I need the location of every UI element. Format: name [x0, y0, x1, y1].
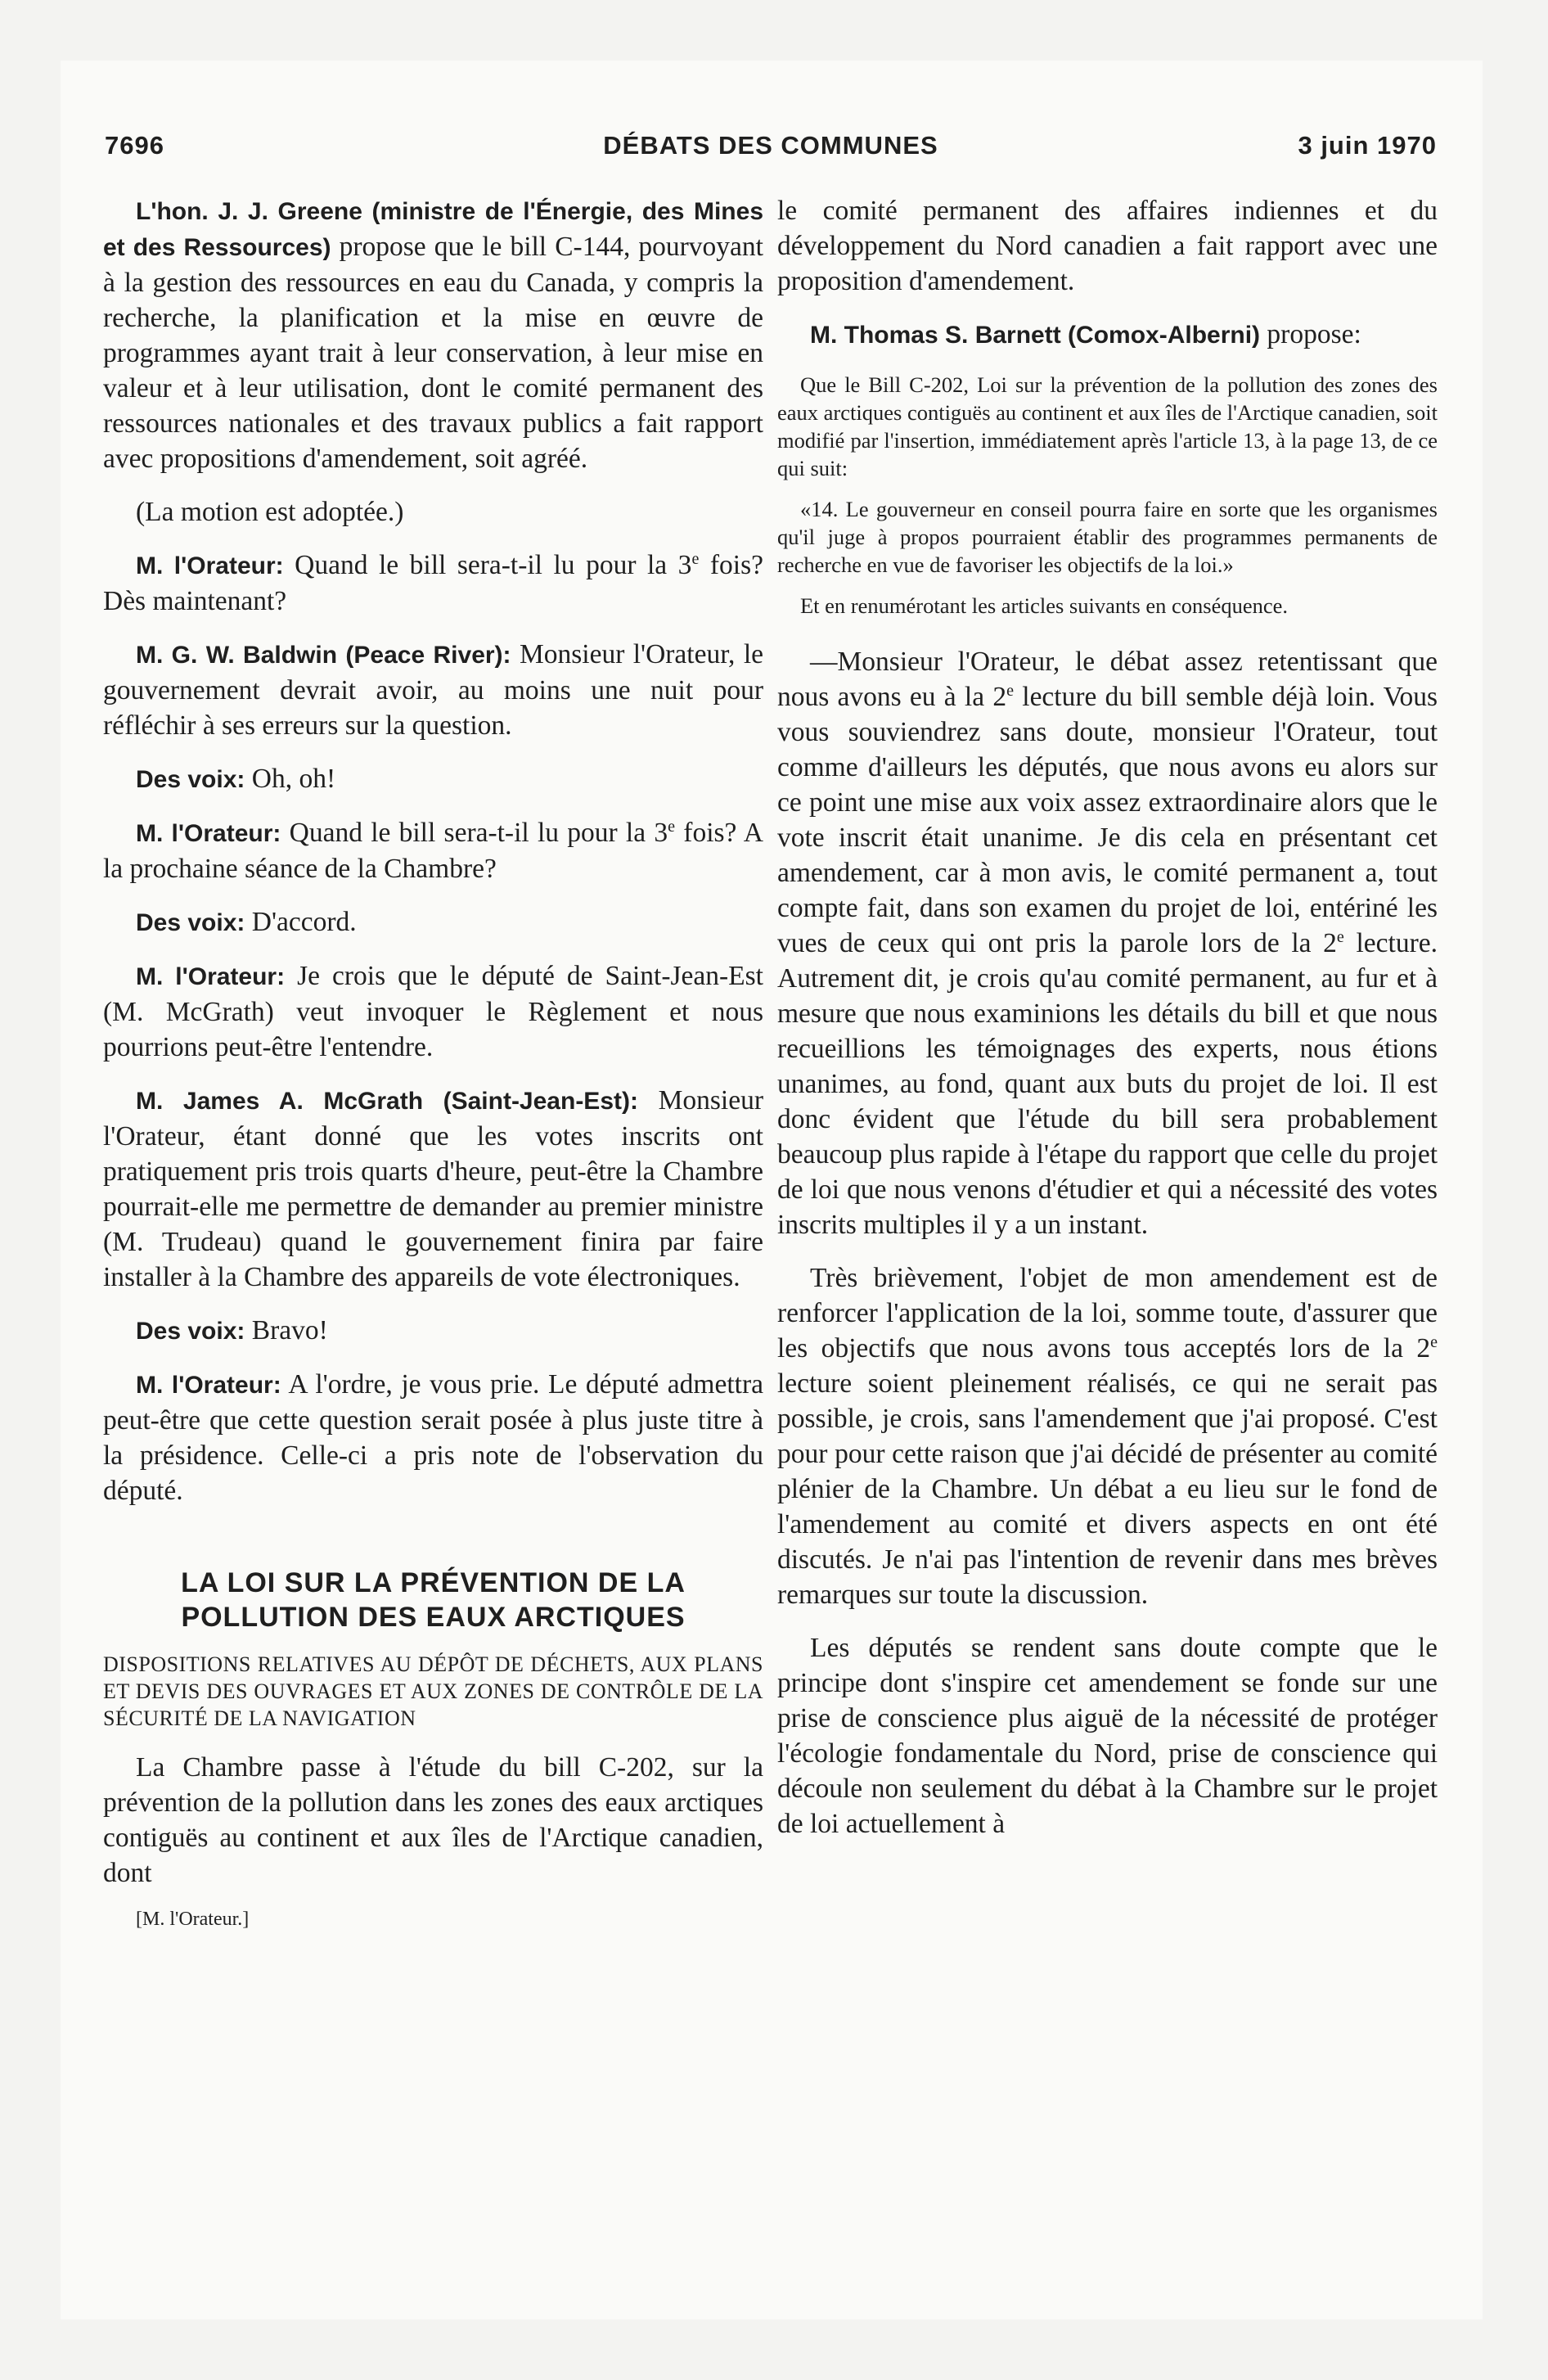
paragraph [103, 958, 763, 1065]
paragraph [777, 317, 1438, 353]
speaker-name: M. James A. McGrath (Saint-Jean-Est): [136, 1088, 638, 1115]
speech-text: Oh, oh! [245, 764, 336, 794]
speech-text: fois? A la prochaine séance de la Chambre? [103, 818, 763, 884]
speaker-name: M. l'Orateur: [136, 552, 284, 579]
paragraph [103, 193, 763, 476]
speech-text: Quand le bill sera-t-il lu pour la 3 [281, 818, 668, 848]
speech-text: lecture soient pleinement réalisés, ce qui ne serait pas possible, je crois, sans l'amendement que j'ai proposé. C'est pour pour cette raison que j'ai décidé de présenter au comité plénier de la Chambre. Un débat a eu lieu sur le fond de l'amendement au comité et divers aspects en ont été discutés. Je n'ai pas l'intention de revenir dans mes brèves remarques sur toute la discussion. [777, 1368, 1438, 1610]
ordinal-suffix: e [1430, 1332, 1438, 1351]
amendment-quote: «14. Le gouverneur en conseil pourra faire en sorte que les organismes qu'il juge à propos pourraient établir des programmes permanents de recherche en vue de favoriser les objectifs de la loi.» [777, 497, 1438, 577]
speech-text: Bravo! [245, 1315, 328, 1346]
paragraph: Les députés se rendent sans doute compte que le principe dont s'inspire cet amendement se fonde sur une prise de conscience plus aiguë de la nécessité de protéger l'écologie fondamentale du Nord, prise de conscience qui découle non seulement du débat à la Chambre sur le projet de loi actuellement à [777, 1633, 1438, 1839]
ordinal-suffix: e [1336, 927, 1344, 946]
speech-text: lecture du bill semble déjà loin. Vous vous souviendrez sans doute, monsieur l'Orateur, tout comme d'ailleurs les députés, que nous avons eu alors sur ce point une mise aux voix assez extraordinaire alors que le vote inscrit était unanime. Je dis cela en présentant cet amendement, car à mon avis, le comité permanent a, tout compte fait, dans son examen du projet de loi, entériné les vues de ceux qui ont pris la parole lors de la 2 [777, 682, 1438, 958]
speech-text: lecture. Autrement dit, je crois qu'au comité permanent, au fur et à mesure que nous examinions les détails du bill et que nous recueillions les témoignages des experts, nous étions unanimes, au fond, quant aux buts du projet de loi. Il est donc évident que l'étude du bill sera probablement beaucoup plus rapide à l'étape du rapport que celle du projet de loi que nous venons d'étudier et qui a nécessité des votes inscrits multiples il y a un instant. [777, 928, 1438, 1240]
speech-text: Je crois que le député de Saint-Jean-Est (M. McGrath) veut invoquer le Règlement et nous pourrions peut-être l'entendre. [103, 961, 763, 1062]
paragraph [777, 644, 1438, 1242]
paragraph [103, 1083, 763, 1295]
speaker-name: M. l'Orateur: [136, 1372, 281, 1399]
page-number: 7696 [105, 131, 164, 160]
speaker-name: M. Thomas S. Barnett (Comox-Alberni) [810, 322, 1261, 349]
paragraph: le comité permanent des affaires indiennes et du développement du Nord canadien a fait rapport avec une proposition d'amendement. [777, 196, 1438, 296]
speech-text: propose que le bill C-144, pourvoyant à la gestion des ressources en eau du Canada, y compris la recherche, la planification et la mise en œuvre de programmes ayant trait à leur conservation, à leur mise en valeur et à leur utilisation, dont le comité permanent des ressources nationales et des travaux publics a fait rapport avec propositions d'amendement, soit agréé. [103, 232, 763, 474]
motion-result: (La motion est adoptée.) [136, 497, 404, 527]
page-header [105, 131, 1437, 172]
speech-text: propose: [1260, 319, 1361, 349]
paragraph [103, 815, 763, 886]
ordinal-suffix: e [668, 817, 676, 836]
speech-text: Quand le bill sera-t-il lu pour la 3 [283, 550, 692, 580]
ordinal-suffix: e [1006, 681, 1015, 700]
page-date: 3 juin 1970 [1298, 131, 1437, 160]
ordinal-suffix: e [691, 549, 700, 568]
amendment-quote: Que le Bill C-202, Loi sur la prévention de la pollution des zones des eaux arctiques contiguës au continent et aux îles de l'Arctique canadien, soit modifié par l'insertion, immédiatement après l'article 13, à la page 13, de ce qui suit: [777, 372, 1438, 480]
left-column [103, 193, 763, 1931]
paragraph: La Chambre passe à l'étude du bill C-202, sur la prévention de la pollution dans les zones des eaux arctiques contiguës au continent et aux îles de l'Arctique canadien, dont [103, 1752, 763, 1888]
paragraph [777, 1260, 1438, 1612]
amendment-quote: Et en renumérotant les articles suivants en conséquence. [800, 593, 1289, 618]
speaker-name: M. l'Orateur: [136, 820, 281, 847]
speech-text: fois? Dès maintenant? [103, 550, 763, 616]
speaker-name: Des voix: [136, 909, 245, 936]
paragraph [103, 1313, 763, 1349]
speech-text: Très brièvement, l'objet de mon amendement est de renforcer l'application de la loi, somme toute, d'assurer que les objectifs que nous avons tous acceptés lors de la 2 [777, 1263, 1438, 1364]
right-column [777, 193, 1438, 1859]
speech-text: D'accord. [245, 907, 357, 937]
speech-text: Monsieur l'Orateur, le gouvernement devrait avoir, au moins une nuit pour réfléchir à ses erreurs sur la question. [103, 639, 763, 741]
speaker-name: Des voix: [136, 766, 245, 793]
speaker-name: M. G. W. Baldwin (Peace River): [136, 642, 511, 669]
speech-text: A l'ordre, je vous prie. Le député admettra peut-être que cette question serait posée à plus juste titre à la présidence. Celle-ci a pris note de l'observation du député. [103, 1369, 763, 1506]
paragraph [103, 761, 763, 797]
speaker-name: L'hon. J. J. Greene (ministre de l'Énergie, des Mines et des Ressources) [103, 198, 763, 261]
section-subtitle: DISPOSITIONS RELATIVES AU DÉPÔT DE DÉCHETS, AUX PLANS ET DEVIS DES OUVRAGES ET AUX ZONES DE CONTRÔLE DE LA SÉCURITÉ DE LA NAVIGATION [103, 1652, 763, 1730]
speech-text: Monsieur l'Orateur, étant donné que les votes inscrits ont pratiquement pris trois quarts d'heure, peut-être la Chambre pourrait-elle me permettre de demander au premier ministre (M. Trudeau) quand le gouvernement finira par faire installer à la Chambre des appareils de vote électroniques. [103, 1085, 764, 1292]
paragraph [103, 1367, 763, 1508]
paragraph [103, 548, 763, 619]
speech-text: —Monsieur l'Orateur, le débat assez retentissant que nous avons eu à la 2 [777, 647, 1438, 712]
paragraph [103, 904, 763, 940]
speaker-name: Des voix: [136, 1318, 245, 1345]
paragraph [103, 637, 763, 743]
publication-title: DÉBATS DES COMMUNES [603, 131, 938, 160]
speaker-name: M. l'Orateur: [136, 963, 286, 990]
page-footnote: [M. l'Orateur.] [136, 1909, 250, 1930]
section-title: LA LOI SUR LA PRÉVENTION DE LA POLLUTION DES EAUX ARCTIQUES [181, 1567, 686, 1633]
